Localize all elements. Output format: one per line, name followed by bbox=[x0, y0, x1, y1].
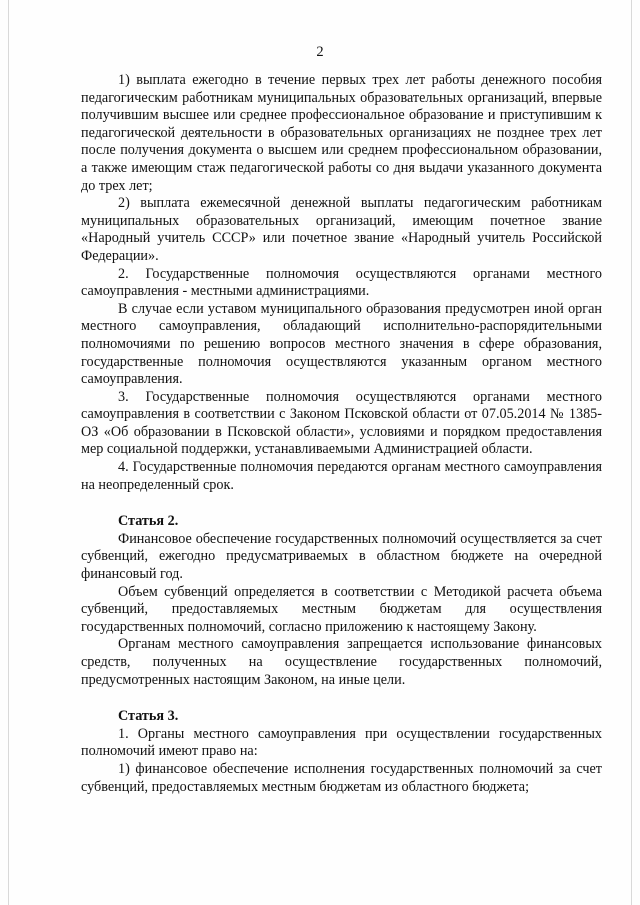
paragraph: Финансовое обеспечение государственных полномочий осуществляется за счет субвенций, ежегодно предусматриваемых в областном бюджете на очередной финансовый год. bbox=[81, 530, 602, 583]
paragraph: 1. Органы местного самоуправления при осуществлении государственных полномочий имеют право на: bbox=[81, 725, 602, 760]
article-3-heading: Статья 3. bbox=[118, 708, 179, 725]
paragraph: 1) финансовое обеспечение исполнения государственных полномочий за счет субвенций, предоставляемых местным бюджетам из областного бюджета; bbox=[81, 760, 602, 795]
document-body bbox=[81, 72, 602, 796]
paragraph: 1) выплата ежегодно в течение первых трех лет работы денежного пособия педагогическим работникам муниципальных образовательных организаций, впервые получившим высшее или среднее профессиональное образование и приступившим к педагогической деятельности в образовательных организациях не позднее трех лет после получения документа о высшем или среднем профессиональном образовании, а также имеющим стаж педагогической работы со дня выдачи указанного документа до трех лет; bbox=[81, 72, 602, 194]
scan-edge-left bbox=[8, 0, 9, 905]
article-2-heading: Статья 2. bbox=[118, 513, 179, 530]
paragraph: 2) выплата ежемесячной денежной выплаты педагогическим работникам муниципальных образовательных организаций, имеющим почетное звание «Народный учитель СССР» или почетное звание «Народный учитель Российской Федерации». bbox=[81, 195, 602, 264]
scan-edge-right bbox=[631, 0, 632, 905]
paragraph: 3. Государственные полномочия осуществляются органами местного самоуправления в соответствии с Законом Псковской области от 07.05.2014 № 1385-ОЗ «Об образовании в Псковской области», условиями и порядком предоставления мер социальной поддержки, устанавливаемыми Администрацией области. bbox=[81, 388, 602, 458]
paragraph: 2. Государственные полномочия осуществляются органами местного самоуправления - местными администрациями. bbox=[81, 265, 602, 300]
page-number: 2 bbox=[316, 44, 324, 60]
paragraph: Органам местного самоуправления запрещается использование финансовых средств, полученных на осуществление государственных полномочий, предусмотренных настоящим Законом, на иные цели. bbox=[81, 636, 602, 688]
paragraph: 4. Государственные полномочия передаются органам местного самоуправления на неопределенный срок. bbox=[81, 459, 602, 493]
paragraph: В случае если уставом муниципального образования предусмотрен иной орган местного самоуправления, обладающий исполнительно-распорядительными полномочиями по решению вопросов местного значения в сфере образования, государственные полномочия осуществляются указанным органом местного самоуправления. bbox=[81, 300, 602, 388]
paragraph: Объем субвенций определяется в соответствии с Методикой расчета объема субвенций, предоставляемых местным бюджетам для осуществления государственных полномочий, согласно приложению к настоящему Закону. bbox=[81, 583, 602, 635]
